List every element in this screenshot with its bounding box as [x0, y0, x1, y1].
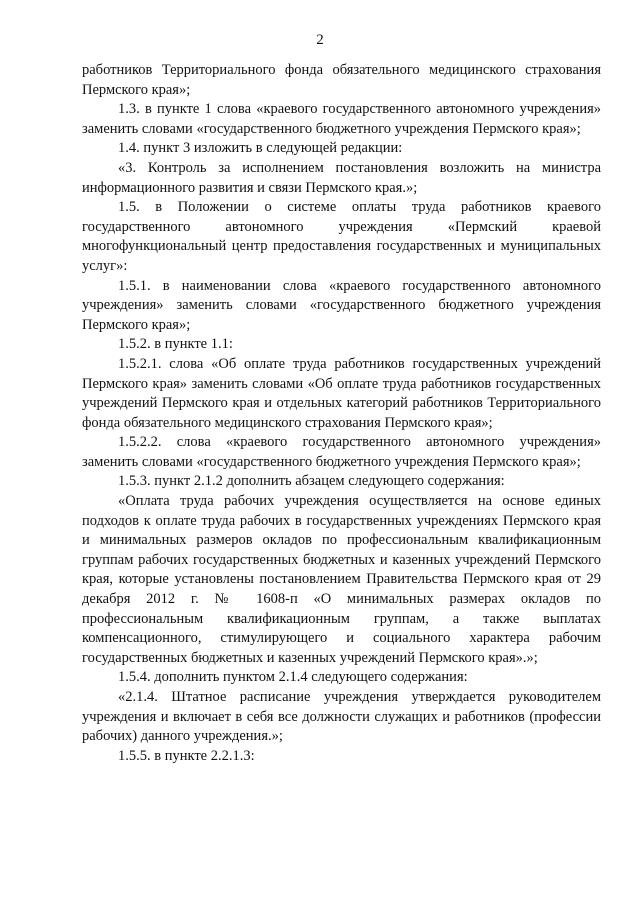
- paragraph-1-5-3-text: «Оплата труда рабочих учреждения осуществляется на основе единых подходов к оплате труда рабочих в государственных учреждениях Пермского края и минимальных размеров окладов по профессиональным квалификационным группам рабочих государственных бюджетных и казенных учреждений Пермского края, которые установлены постановлением Правительства Пермского края от 29 декабря 2012 г. № 1608-п «О минимальных размерах окладов по профессиональным квалификационным группам, а также выплатах компенсационного, стимулирующего и социального характера рабочим государственных бюджетных и казенных учреждений Пермского края».»;: [82, 493, 601, 666]
- document-body: [82, 61, 601, 766]
- paragraph-1-5-1: 1.5.1. в наименовании слова «краевого государственного автономного учреждения» заменить словами «государственного бюджетного учреждения Пермского края»;: [82, 277, 601, 333]
- page-number: 2: [316, 32, 324, 48]
- paragraph-1-5-5: 1.5.5. в пункте 2.2.1.3:: [118, 747, 255, 764]
- paragraph-1-5-2-1: 1.5.2.1. слова «Об оплате труда работников государственных учреждений Пермского края» заменить словами «Об оплате труда работников государственных учреждений Пермского края и отдельных категорий работников Территориального фонда обязательного медицинского страхования Пермского края»;: [82, 355, 601, 431]
- paragraph-1-4: 1.4. пункт 3 изложить в следующей редакции:: [118, 140, 403, 157]
- paragraph-1-5-4: 1.5.4. дополнить пунктом 2.1.4 следующего содержания:: [118, 669, 468, 686]
- paragraph-1-4-text: «3. Контроль за исполнением постановления возложить на министра информационного развития и связи Пермского края.»;: [82, 159, 601, 196]
- paragraph-1-5-2-2: 1.5.2.2. слова «краевого государственного автономного учреждения» заменить словами «государственного бюджетного учреждения Пермского края»;: [82, 434, 601, 470]
- paragraph-1-3: 1.3. в пункте 1 слова «краевого государственного автономного учреждения» заменить словами «государственного бюджетного учреждения Пермского края»;: [82, 101, 601, 137]
- paragraph-1-5: 1.5. в Положении о системе оплаты труда работников краевого государственного автономного учреждения «Пермский краевой многофункциональный центр предоставления государственных и муниципальных услуг»:: [82, 199, 601, 274]
- paragraph-1-5-3: 1.5.3. пункт 2.1.2 дополнить абзацем следующего содержания:: [118, 473, 505, 490]
- paragraph-1-5-2: 1.5.2. в пункте 1.1:: [118, 336, 233, 353]
- paragraph-continuation: работников Территориального фонда обязательного медицинского страхования Пермского края»;: [82, 62, 601, 98]
- paragraph-1-5-4-text: «2.1.4. Штатное расписание учреждения утверждается руководителем учреждения и включает в себя все должности служащих и работников (профессии рабочих) данного учреждения.»;: [82, 689, 601, 745]
